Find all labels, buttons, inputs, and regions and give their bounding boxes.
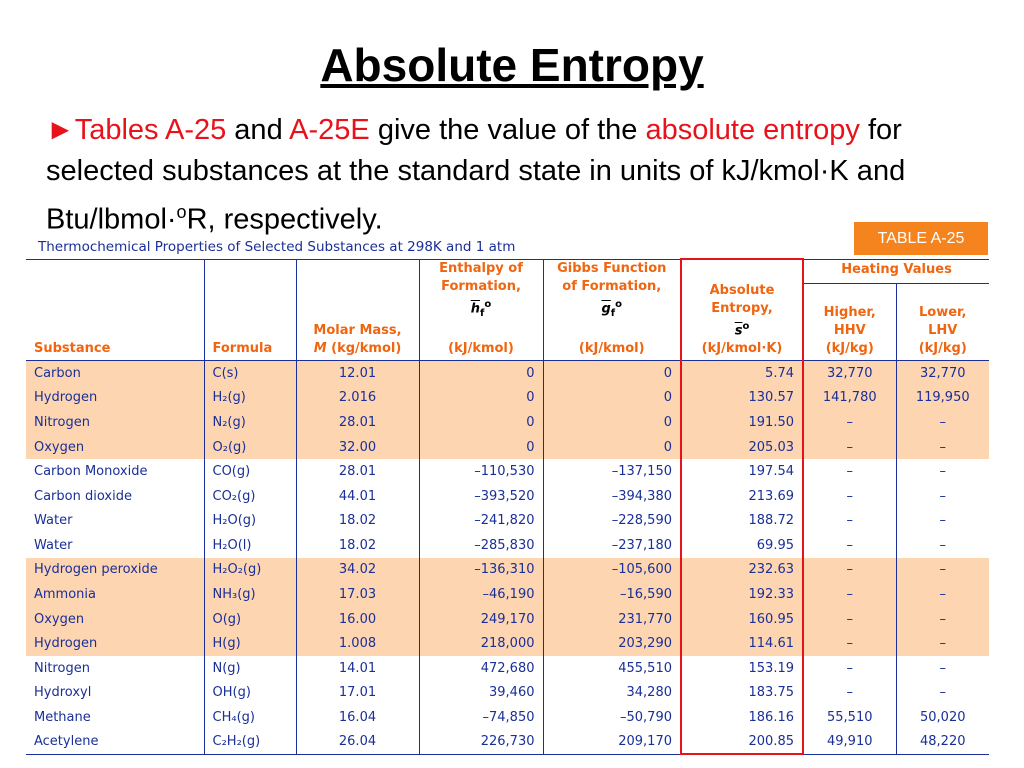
cell-entropy: 114.61 [681, 631, 803, 656]
cell-molar-mass: 44.01 [296, 484, 419, 509]
header-heating-values: Heating Values [803, 259, 989, 283]
cell-substance: Hydrogen [26, 386, 204, 411]
cell-hhv: – [803, 656, 896, 681]
header-gibbs-line2: of Formation, [562, 278, 662, 294]
table-row [26, 484, 989, 509]
header-entropy-line1: Absolute [709, 283, 775, 299]
cell-entropy: 197.54 [681, 459, 803, 484]
cell-gibbs: 0 [543, 361, 681, 386]
header-lhv [896, 283, 989, 360]
cell-formula: H₂O₂(g) [204, 558, 296, 583]
cell-gibbs: –228,590 [543, 508, 681, 533]
cell-entropy: 188.72 [681, 508, 803, 533]
cell-enthalpy: –74,850 [419, 705, 543, 730]
cell-hhv: – [803, 607, 896, 632]
bullet-text-and: and [226, 114, 290, 146]
cell-formula: O₂(g) [204, 435, 296, 460]
cell-formula: C(s) [204, 361, 296, 386]
cell-formula: H₂(g) [204, 386, 296, 411]
cell-enthalpy: –110,530 [419, 459, 543, 484]
cell-entropy: 213.69 [681, 484, 803, 509]
cell-substance: Oxygen [26, 607, 204, 632]
cell-substance: Oxygen [26, 435, 204, 460]
cell-entropy: 191.50 [681, 410, 803, 435]
header-gibbs-symbol: $\overline{g}$ [601, 300, 611, 316]
cell-gibbs: 0 [543, 386, 681, 411]
cell-substance: Acetylene [34, 734, 99, 750]
cell-formula: H₂O(g) [204, 508, 296, 533]
thermo-table [26, 258, 989, 755]
cell-formula: O(g) [204, 607, 296, 632]
degree-symbol: o [176, 202, 187, 222]
cell-substance: Ammonia [26, 582, 204, 607]
cell-substance: Hydroxyl [34, 685, 92, 701]
cell-molar-mass: 17.03 [296, 582, 419, 607]
cell-formula: H₂O(l) [204, 533, 296, 558]
bullet-absolute-entropy: absolute entropy [645, 114, 860, 146]
cell-entropy: 200.85 [681, 730, 803, 755]
cell-hhv: 49,910 [803, 730, 896, 755]
header-entropy-line2: Entropy, [711, 301, 773, 317]
cell-lhv: – [896, 582, 989, 607]
table-row [26, 681, 989, 706]
cell-hhv: – [803, 484, 896, 509]
table-row [26, 705, 989, 730]
slide-title: Absolute Entropy [320, 39, 704, 91]
cell-formula: NH₃(g) [204, 582, 296, 607]
cell-molar-mass: 28.01 [296, 459, 419, 484]
header-enthalpy [419, 259, 543, 361]
cell-hhv: – [803, 508, 896, 533]
cell-enthalpy: –136,310 [419, 558, 543, 583]
cell-lhv: – [896, 410, 989, 435]
cell-lhv: – [896, 459, 989, 484]
cell-substance: Carbon dioxide [34, 488, 132, 504]
table-row [26, 730, 989, 755]
cell-molar-mass: 14.01 [296, 656, 419, 681]
cell-lhv: 119,950 [896, 386, 989, 411]
table-row [26, 656, 989, 681]
cell-molar-mass: 2.016 [296, 386, 419, 411]
cell-molar-mass: 28.01 [296, 410, 419, 435]
table-row [26, 607, 989, 632]
cell-hhv: – [803, 459, 896, 484]
header-enthalpy-symbol: $\overline{h}$ [470, 300, 481, 316]
cell-hhv: – [803, 631, 896, 656]
cell-enthalpy: 0 [419, 361, 543, 386]
cell-entropy: 69.95 [681, 533, 803, 558]
cell-substance: Hydrogen peroxide [26, 558, 204, 583]
header-molar-mass-line1: Molar Mass, [313, 323, 402, 339]
cell-enthalpy: –285,830 [419, 533, 543, 558]
table-row [26, 361, 989, 386]
cell-molar-mass: 12.01 [296, 361, 419, 386]
header-enthalpy-units: (kJ/kmol) [448, 341, 514, 357]
cell-lhv: 50,020 [896, 705, 989, 730]
cell-hhv: – [803, 533, 896, 558]
bullet-a25e: A-25E [289, 114, 370, 146]
cell-substance: Water [34, 537, 73, 553]
cell-enthalpy: 249,170 [419, 607, 543, 632]
cell-hhv: 32,770 [803, 361, 896, 386]
cell-enthalpy: 0 [419, 435, 543, 460]
cell-lhv: 32,770 [896, 361, 989, 386]
cell-entropy: 153.19 [681, 656, 803, 681]
cell-molar-mass: 18.02 [296, 533, 419, 558]
cell-molar-mass: 16.04 [296, 705, 419, 730]
cell-formula: CO₂(g) [204, 484, 296, 509]
header-enthalpy-sup: o [484, 298, 492, 310]
table-badge: TABLE A-25 [854, 222, 988, 255]
cell-entropy: 186.16 [681, 705, 803, 730]
cell-substance: Carbon Monoxide [34, 464, 148, 480]
cell-entropy: 130.57 [681, 386, 803, 411]
cell-lhv: – [896, 656, 989, 681]
cell-substance: Nitrogen [34, 660, 90, 676]
cell-lhv: – [896, 435, 989, 460]
cell-enthalpy: –393,520 [419, 484, 543, 509]
header-hhv-line2: HHV [833, 323, 866, 339]
cell-enthalpy: 226,730 [419, 730, 543, 755]
cell-substance: Water [34, 513, 73, 529]
cell-lhv: – [896, 533, 989, 558]
table-row [26, 582, 989, 607]
header-lhv-line2: LHV [928, 323, 958, 339]
cell-enthalpy: 218,000 [419, 631, 543, 656]
bullet-tables-a25: Tables A-25 [74, 114, 227, 146]
cell-gibbs: –16,590 [543, 582, 681, 607]
table-row [26, 410, 989, 435]
cell-hhv: 55,510 [803, 705, 896, 730]
cell-formula: CO(g) [204, 459, 296, 484]
cell-gibbs: 203,290 [543, 631, 681, 656]
cell-entropy: 205.03 [681, 435, 803, 460]
cell-molar-mass: 17.01 [296, 681, 419, 706]
bullet-text-give: give the value of the [369, 114, 646, 146]
cell-hhv: 141,780 [803, 386, 896, 411]
header-enthalpy-sub: f [480, 307, 485, 319]
bullet-text-units: for selected substances at the standard state in units of kJ/kmol·K and Btu/lbmol· [46, 114, 906, 236]
cell-molar-mass: 34.02 [296, 558, 419, 583]
cell-entropy: 160.95 [681, 607, 803, 632]
cell-formula: CH₄(g) [204, 705, 296, 730]
cell-formula: N₂(g) [204, 410, 296, 435]
header-lhv-line1: Lower, [919, 305, 967, 321]
cell-gibbs: 455,510 [543, 656, 681, 681]
cell-molar-mass: 18.02 [296, 508, 419, 533]
cell-molar-mass: 1.008 [296, 631, 419, 656]
cell-lhv: – [896, 484, 989, 509]
cell-enthalpy: –46,190 [419, 582, 543, 607]
cell-gibbs: –50,790 [543, 705, 681, 730]
header-entropy [681, 259, 803, 361]
header-gibbs [543, 259, 681, 361]
header-entropy-symbol: $\overline{s}$ [734, 323, 743, 339]
cell-substance: Carbon [26, 361, 204, 386]
header-hhv-units: (kJ/kg) [825, 341, 874, 357]
cell-substance: Hydrogen [26, 631, 204, 656]
cell-gibbs: 34,280 [543, 681, 681, 706]
header-gibbs-sup: o [615, 298, 623, 310]
cell-enthalpy: 39,460 [419, 681, 543, 706]
cell-lhv: 48,220 [896, 730, 989, 755]
cell-entropy: 192.33 [681, 582, 803, 607]
cell-lhv: – [896, 558, 989, 583]
cell-gibbs: –394,380 [543, 484, 681, 509]
cell-enthalpy: 0 [419, 410, 543, 435]
header-molar-mass-units: (kg/kmol) [326, 341, 402, 357]
cell-hhv: – [803, 558, 896, 583]
header-gibbs-sub: f [610, 307, 616, 319]
table-row [26, 533, 989, 558]
cell-entropy: 183.75 [681, 681, 803, 706]
cell-lhv: – [896, 681, 989, 706]
header-enthalpy-line1: Enthalpy of [439, 260, 523, 276]
cell-entropy: 232.63 [681, 558, 803, 583]
cell-hhv: – [803, 582, 896, 607]
cell-lhv: – [896, 508, 989, 533]
header-entropy-units: (kJ/kmol·K) [701, 341, 783, 357]
cell-enthalpy: 472,680 [419, 656, 543, 681]
header-hhv-line1: Higher, [823, 305, 876, 321]
cell-formula: OH(g) [204, 681, 296, 706]
cell-enthalpy: 0 [419, 386, 543, 411]
cell-gibbs: –105,600 [543, 558, 681, 583]
header-entropy-sup: o [742, 321, 750, 333]
cell-hhv: – [803, 681, 896, 706]
cell-gibbs: 231,770 [543, 607, 681, 632]
table-row [26, 508, 989, 533]
table-row [26, 631, 989, 656]
header-lhv-units: (kJ/kg) [918, 341, 967, 357]
cell-substance: Nitrogen [26, 410, 204, 435]
cell-molar-mass: 16.00 [296, 607, 419, 632]
header-hhv [803, 283, 896, 360]
cell-gibbs: 0 [543, 410, 681, 435]
cell-hhv: – [803, 435, 896, 460]
table-caption: Thermochemical Properties of Selected Substances at 298K and 1 atm [38, 239, 516, 255]
cell-entropy: 5.74 [681, 361, 803, 386]
header-molar-mass [296, 259, 419, 361]
table-row [26, 459, 989, 484]
table-body [26, 361, 989, 755]
cell-gibbs: 0 [543, 435, 681, 460]
table-row [26, 435, 989, 460]
cell-lhv: – [896, 607, 989, 632]
cell-enthalpy: –241,820 [419, 508, 543, 533]
cell-gibbs: 209,170 [543, 730, 681, 755]
cell-gibbs: –237,180 [543, 533, 681, 558]
cell-lhv: – [896, 631, 989, 656]
cell-hhv: – [803, 410, 896, 435]
header-enthalpy-line2: Formation, [441, 278, 521, 294]
cell-formula: C₂H₂(g) [204, 730, 296, 755]
table-row [26, 558, 989, 583]
cell-molar-mass: 32.00 [296, 435, 419, 460]
table-row [26, 386, 989, 411]
header-substance: Substance [26, 259, 204, 361]
cell-substance: Methane [34, 710, 91, 726]
cell-molar-mass: 26.04 [296, 730, 419, 755]
cell-gibbs: –137,150 [543, 459, 681, 484]
header-formula: Formula [204, 259, 296, 361]
header-molar-mass-symbol: M [313, 341, 327, 357]
header-gibbs-line1: Gibbs Function [557, 260, 667, 276]
bullet-marker: ► [46, 114, 75, 146]
cell-formula: N(g) [204, 656, 296, 681]
cell-formula: H(g) [204, 631, 296, 656]
header-gibbs-units: (kJ/kmol) [578, 341, 645, 357]
bullet-text-end: R, respectively. [186, 203, 383, 236]
